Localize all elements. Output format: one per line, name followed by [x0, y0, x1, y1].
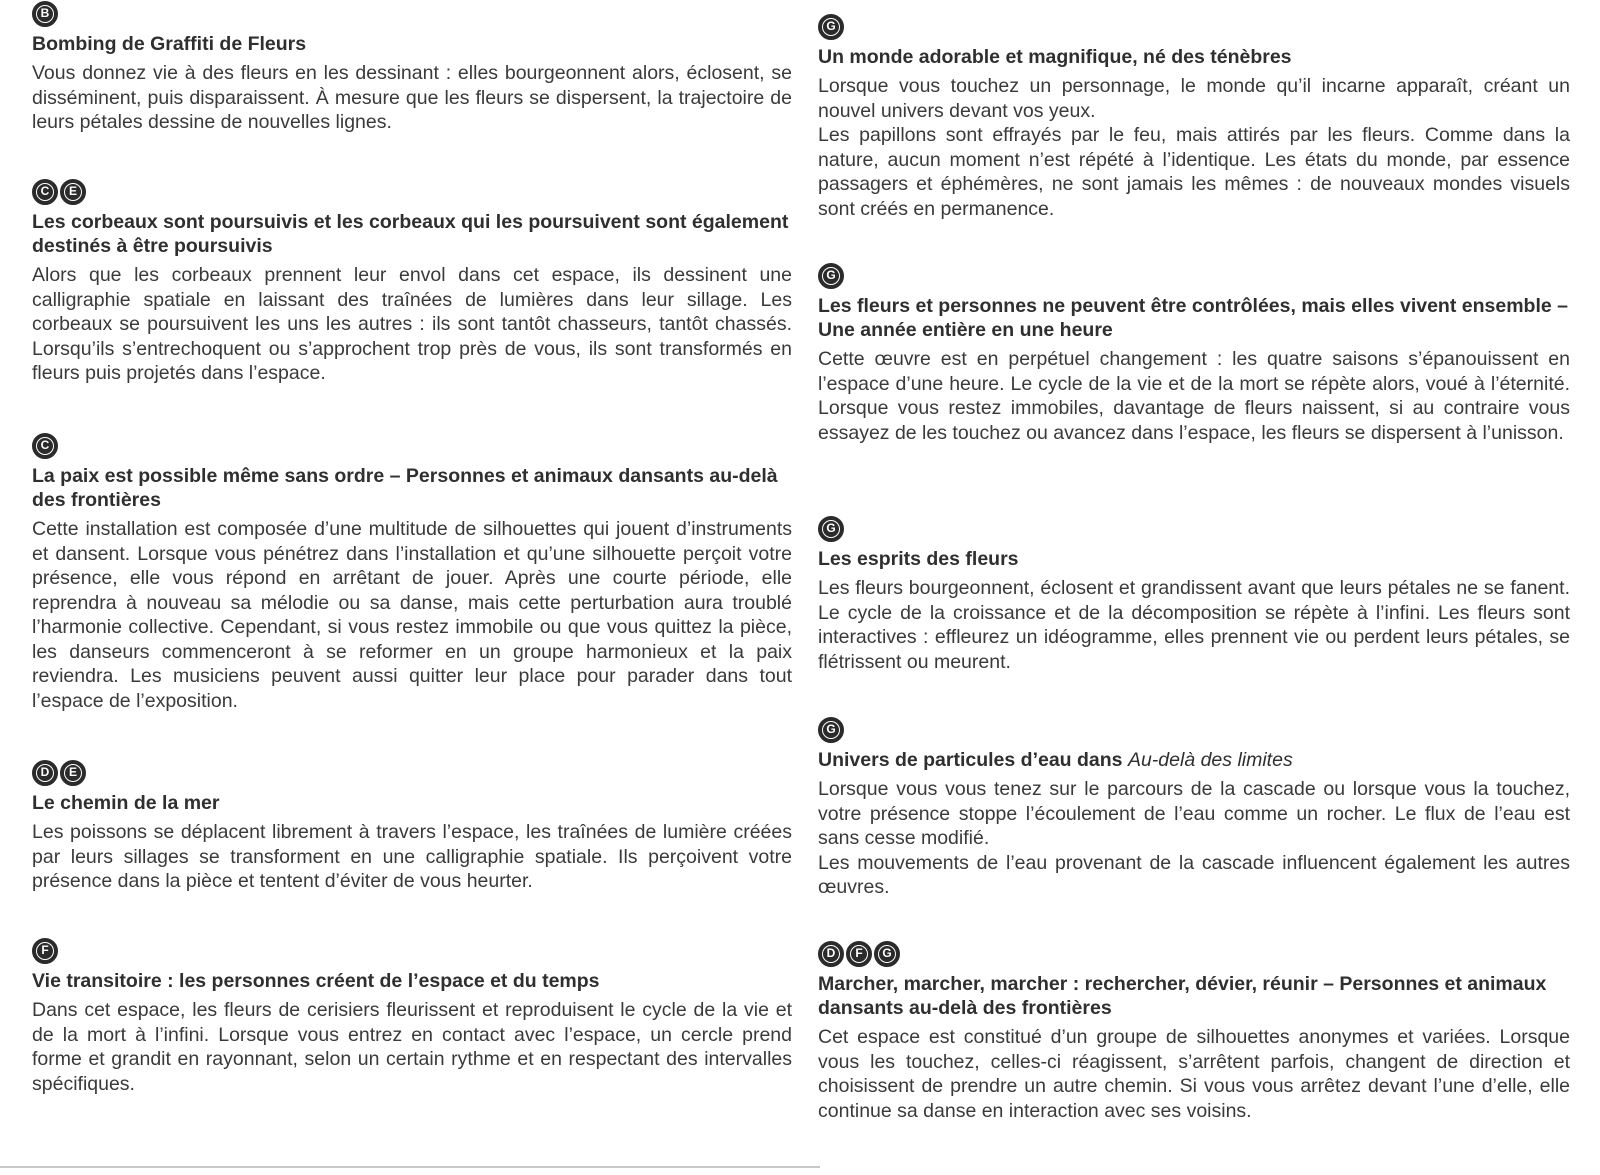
paragraph: Les poissons se déplacent librement à travers l’espace, les traînées de lumière créées par leurs sillages se transforment en une calligraphie spatiale. Ils perçoivent votre présence dans la pièce et tentent d’éviter de vous heurter. [32, 821, 792, 892]
section-esprits-fleurs [818, 515, 1570, 674]
room-badge-icon [818, 717, 844, 743]
bottom-divider [0, 1166, 820, 1168]
room-badge-letter: E [64, 764, 82, 782]
room-badges [32, 937, 792, 965]
section-body [818, 347, 1570, 445]
room-badge-letter: F [850, 945, 868, 963]
room-badge-letter: D [36, 764, 54, 782]
room-badge-icon [60, 179, 86, 205]
section-fleurs-personnes [818, 262, 1570, 445]
section-body [818, 777, 1570, 900]
section-body [818, 74, 1570, 221]
section-title: Marcher, marcher, marcher : rechercher, dévier, réunir – Personnes et animaux dansants au-delà des frontières [818, 973, 1547, 1019]
paragraph: Lorsque vous vous tenez sur le parcours de la cascade ou lorsque vous la touchez, votre présence stoppe l’écoulement de l’eau comme un rocher. Le flux de l’eau est sans cesse modifié. [818, 778, 1570, 849]
room-badges [818, 940, 1570, 968]
room-badge-letter: G [822, 18, 840, 36]
section-body [32, 820, 792, 894]
section-marcher [818, 940, 1570, 1123]
section-title: La paix est possible même sans ordre – Personnes et animaux dansants au-delà des frontières [32, 465, 778, 511]
section-body [32, 517, 792, 713]
paragraph: Les mouvements de l’eau provenant de la cascade influencent également les autres œuvres. [818, 851, 1570, 898]
room-badge-letter: F [36, 942, 54, 960]
paragraph: Lorsque vous touchez un personnage, le monde qu’il incarne apparaît, créant un nouvel univers devant vos yeux. [818, 75, 1570, 122]
room-badges [818, 515, 1570, 543]
room-badges [32, 0, 792, 28]
section-body [818, 1025, 1570, 1123]
section-title-text: Univers de particules d’eau dans [818, 749, 1128, 771]
paragraph: Cette installation est composée d’une multitude de silhouettes qui jouent d’instruments et dansent. Lorsque vous pénétrez dans l’installation et qu’une silhouette perçoit votre présence, elle vous répond en arrêtant de jouer. Après une courte période, elle reprendra à nouveau sa mélodie ou sa danse, mais cette perturbation aura troublé l’harmonie collective. Cependant, si vous restez immobile ou que vous quittez la pièce, les danseurs commenceront à se reformer en un groupe harmonieux et la paix reviendra. Les musiciens peuvent aussi quitter leur place pour parader dans tout l’espace de l’exposition. [32, 518, 792, 712]
section-paix [32, 432, 792, 713]
section-body [32, 263, 792, 386]
room-badge-icon [32, 179, 58, 205]
room-badge-icon [818, 263, 844, 289]
section-monde-adorable [818, 13, 1570, 221]
section-particules-eau [818, 716, 1570, 900]
paragraph: Les fleurs bourgeonnent, éclosent et grandissent avant que leurs pétales ne se fanent. Le cycle de la croissance et de la décomposition se répète à l’infini. Les fleurs sont interactives : effleurez un idéogramme, elles prennent vie ou perdent leurs pétales, se flétrissent ou meurent. [818, 577, 1570, 673]
section-body [818, 576, 1570, 674]
room-badges [32, 759, 792, 787]
section-corbeaux [32, 178, 792, 386]
section-title: Vie transitoire : les personnes créent de l’espace et du temps [32, 970, 600, 992]
room-badges [32, 178, 792, 206]
room-badge-letter: G [822, 520, 840, 538]
section-title-italic: Au-delà des limites [1127, 749, 1293, 771]
section-body [32, 61, 792, 135]
room-badge-icon [32, 938, 58, 964]
paragraph: Cet espace est constitué d’un groupe de silhouettes anonymes et variées. Lorsque vous les touchez, celles-ci réagissent, s’arrêtent parfois, changent de direction et choisissent de prendre un autre chemin. Si vous vous arrêtez devant l’une d’elle, elle continue sa danse en interaction avec ses voisins. [818, 1026, 1570, 1122]
room-badge-letter: G [878, 945, 896, 963]
section-body [32, 998, 792, 1096]
section-title: Les fleurs et personnes ne peuvent être contrôlées, mais elles vivent ensemble – Une année entière en une heure [818, 295, 1568, 341]
room-badge-icon [818, 14, 844, 40]
room-badge-icon [32, 760, 58, 786]
room-badge-letter: C [36, 437, 54, 455]
room-badge-icon [60, 760, 86, 786]
room-badge-letter: C [36, 183, 54, 201]
room-badge-icon [32, 1, 58, 27]
paragraph: Dans cet espace, les fleurs de cerisiers fleurissent et reproduisent le cycle de la vie et de la mort à l’infini. Lorsque vous entrez en contact avec l’espace, un cercle prend forme et grandit en rayonnant, selon un certain rythme et en respectant des intervalles spécifiques. [32, 999, 792, 1095]
section-vie-transitoire [32, 937, 792, 1096]
room-badges [818, 262, 1570, 290]
section-title: Les esprits des fleurs [818, 548, 1019, 570]
paragraph: Cette œuvre est en perpétuel changement : les quatre saisons s’épanouissent en l’espace d’une heure. Le cycle de la vie et de la mort se répète alors, voué à l’éternité. Lorsque vous restez immobiles, davantage de fleurs naissent, si au contraire vous essayez de les touchez ou avancez dans l’espace, les fleurs se dispersent à l’unisson. [818, 348, 1570, 444]
section-title: Bombing de Graffiti de Fleurs [32, 33, 307, 55]
room-badge-letter: E [64, 183, 82, 201]
room-badge-letter: G [822, 267, 840, 285]
room-badge-letter: G [822, 721, 840, 739]
room-badge-letter: D [822, 945, 840, 963]
room-badge-icon [32, 433, 58, 459]
room-badge-icon [818, 941, 844, 967]
section-bombing-graffiti [32, 0, 792, 135]
section-title: Les corbeaux sont poursuivis et les corbeaux qui les poursuivent sont également destinés à être poursuivis [32, 211, 789, 257]
section-title: Le chemin de la mer [32, 792, 220, 814]
paragraph: Vous donnez vie à des fleurs en les dessinant : elles bourgeonnent alors, éclosent, se disséminent, puis disparaissent. À mesure que les fleurs se dispersent, la trajectoire de leurs pétales dessine de nouvelles lignes. [32, 62, 792, 133]
section-title [818, 748, 1570, 772]
room-badges [818, 13, 1570, 41]
room-badge-icon [818, 516, 844, 542]
section-chemin-mer [32, 759, 792, 894]
room-badge-icon [874, 941, 900, 967]
room-badge-letter: B [36, 5, 54, 23]
room-badge-icon [846, 941, 872, 967]
paragraph: Alors que les corbeaux prennent leur envol dans cet espace, ils dessinent une calligraphie spatiale en laissant des traînées de lumières dans leur sillage. Les corbeaux se poursuivent les uns les autres : ils sont tantôt chasseurs, tantôt chassés. Lorsqu’ils s’entrechoquent ou s’approchent trop près de vous, ils sont transformés en fleurs puis projetés dans l’espace. [32, 264, 792, 384]
paragraph: Les papillons sont effrayés par le feu, mais attirés par les fleurs. Comme dans la nature, aucun moment n’est répété à l’identique. Les états du monde, par essence passagers et éphémères, ne sont jamais les mêmes : de nouveaux mondes visuels sont créés en permanence. [818, 124, 1570, 220]
room-badges [818, 716, 1570, 744]
section-title: Un monde adorable et magnifique, né des ténèbres [818, 46, 1292, 68]
room-badges [32, 432, 792, 460]
